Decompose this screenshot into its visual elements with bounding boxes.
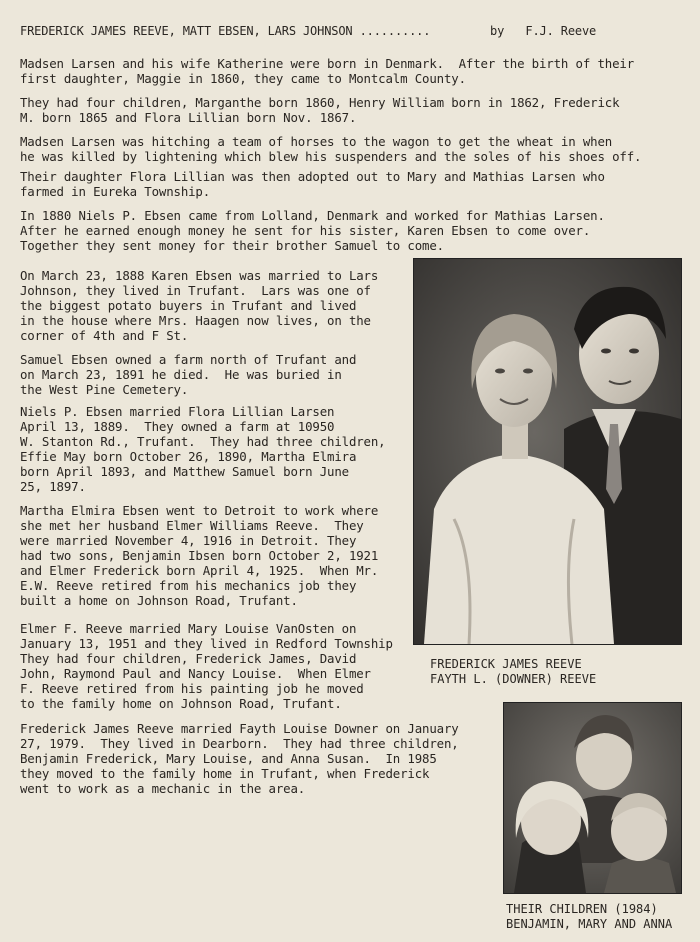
paragraph-line: Johnson, they lived in Trufant. Lars was one of: [20, 283, 371, 298]
couple-caption-line: FREDERICK JAMES REEVE: [430, 657, 582, 671]
couple-portrait-image: [414, 259, 681, 644]
paragraph-line: farmed in Eureka Township.: [20, 184, 211, 199]
paragraph-line: 27, 1979. They lived in Dearborn. They had three children,: [20, 736, 459, 751]
paragraph-line: Samuel Ebsen owned a farm north of Trufant and: [20, 352, 357, 367]
paragraph-line: Martha Elmira Ebsen went to Detroit to work where: [20, 503, 379, 518]
children-photo: [503, 702, 682, 894]
paragraph-line: the West Pine Cemetery.: [20, 382, 189, 397]
paragraph-line: to the family home on Johnson Road, Trufant.: [20, 696, 342, 711]
paragraph-line: January 13, 1951 and they lived in Redford Township: [20, 636, 393, 651]
paragraph-line: they moved to the family home in Trufant, when Frederick: [20, 766, 430, 781]
paragraph-line: E.W. Reeve retired from his mechanics job they: [20, 578, 357, 593]
paragraph-line: John, Raymond Paul and Nancy Louise. When Elmer: [20, 666, 371, 681]
paragraph-line: Their daughter Flora Lillian was then adopted out to Mary and Mathias Larsen who: [20, 169, 605, 184]
paragraph-line: W. Stanton Rd., Trufant. They had three children,: [20, 434, 386, 449]
paragraph-line: Madsen Larsen was hitching a team of horses to the wagon to get the wheat in when: [20, 134, 613, 149]
paragraph-line: born April 1893, and Matthew Samuel born June: [20, 464, 349, 479]
paragraph-line: They had four children, Frederick James, David: [20, 651, 357, 666]
paragraph-line: the biggest potato buyers in Trufant and lived: [20, 298, 357, 313]
paragraph-line: F. Reeve retired from his painting job he moved: [20, 681, 364, 696]
paragraph-line: had two sons, Benjamin Ibsen born October 2, 1921: [20, 548, 379, 563]
paragraph-line: On March 23, 1888 Karen Ebsen was married to Lars: [20, 268, 379, 283]
article-heading: FREDERICK JAMES REEVE, MATT EBSEN, LARS JOHNSON ..........: [20, 24, 431, 38]
paragraph-line: and Elmer Frederick born April 4, 1925. When Mr.: [20, 563, 379, 578]
children-portrait-image: [504, 703, 681, 893]
paragraph-line: she met her husband Elmer Williams Reeve. They: [20, 518, 364, 533]
paragraph-line: first daughter, Maggie in 1860, they came to Montcalm County.: [20, 71, 466, 86]
author-byline: by F.J. Reeve: [490, 24, 597, 38]
children-caption-line: THEIR CHILDREN (1984): [506, 902, 658, 916]
paragraph-line: corner of 4th and F St.: [20, 328, 189, 343]
paragraph-line: Together they sent money for their brother Samuel to come.: [20, 238, 444, 253]
paragraph-line: were married November 4, 1916 in Detroit. They: [20, 533, 357, 548]
couple-photo: [413, 258, 682, 645]
paragraph-line: After he earned enough money he sent for his sister, Karen Ebsen to come over.: [20, 223, 591, 238]
paragraph-line: Benjamin Frederick, Mary Louise, and Anna Susan. In 1985: [20, 751, 437, 766]
paragraph-line: Madsen Larsen and his wife Katherine were born in Denmark. After the birth of their: [20, 56, 635, 71]
paragraph-line: he was killed by lightening which blew his suspenders and the soles of his shoes off.: [20, 149, 642, 164]
paragraph-line: Elmer F. Reeve married Mary Louise VanOsten on: [20, 621, 357, 636]
paragraph-line: In 1880 Niels P. Ebsen came from Lolland, Denmark and worked for Mathias Larsen.: [20, 208, 605, 223]
paragraph-line: April 13, 1889. They owned a farm at 10950: [20, 419, 335, 434]
paragraph-line: on March 23, 1891 he died. He was buried in: [20, 367, 342, 382]
paragraph-line: went to work as a mechanic in the area.: [20, 781, 306, 796]
paragraph-line: They had four children, Marganthe born 1860, Henry William born in 1862, Frederick: [20, 95, 620, 110]
paragraph-line: Niels P. Ebsen married Flora Lillian Larsen: [20, 404, 335, 419]
paragraph-line: M. born 1865 and Flora Lillian born Nov. 1867.: [20, 110, 357, 125]
paragraph-line: Effie May born October 26, 1890, Martha Elmira: [20, 449, 357, 464]
paragraph-line: built a home on Johnson Road, Trufant.: [20, 593, 298, 608]
paragraph-line: in the house where Mrs. Haagen now lives, on the: [20, 313, 371, 328]
paragraph-line: Frederick James Reeve married Fayth Louise Downer on January: [20, 721, 459, 736]
children-caption-line: BENJAMIN, MARY AND ANNA: [506, 917, 673, 931]
couple-caption-line: FAYTH L. (DOWNER) REEVE: [430, 672, 597, 686]
paragraph-line: 25, 1897.: [20, 479, 86, 494]
